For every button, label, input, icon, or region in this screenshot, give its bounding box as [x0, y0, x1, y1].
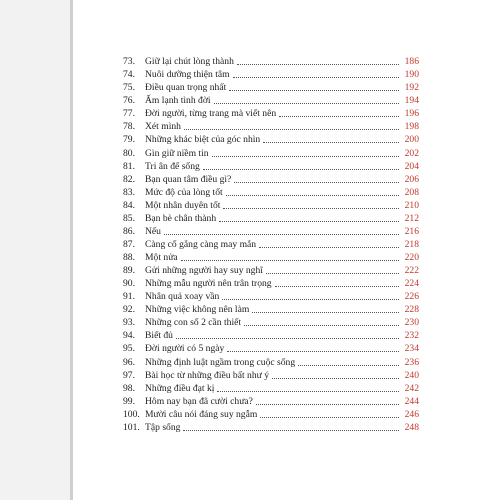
- dot-leader: [237, 64, 399, 65]
- toc-entry: [123, 251, 419, 264]
- toc-entry-title: Những việc không nên làm: [145, 304, 250, 316]
- toc-entry-page: 204: [404, 160, 419, 172]
- toc-entry-title: Gửi những người hay suy nghĩ: [145, 265, 263, 277]
- toc-entry-number: 81.: [123, 160, 135, 172]
- dot-leader: [260, 417, 399, 418]
- toc-entry-title: Những điều đạt kị: [145, 382, 215, 394]
- toc-entry: [123, 369, 419, 382]
- toc-entry-page: 230: [404, 317, 419, 329]
- toc-entry: [123, 238, 419, 251]
- toc-entry-page: 200: [404, 134, 419, 146]
- toc-entry-number: 79.: [123, 134, 135, 146]
- toc-entry-title: Biết đủ: [145, 330, 173, 342]
- table-of-contents: [123, 55, 419, 434]
- toc-entry-page: 194: [404, 95, 419, 107]
- toc-entry: [123, 107, 419, 120]
- dot-leader: [223, 208, 399, 209]
- toc-entry-number: 80.: [123, 147, 135, 159]
- toc-entry-title: Nuôi dưỡng thiện tâm: [145, 69, 230, 81]
- toc-entry-page: 210: [404, 199, 419, 211]
- toc-entry: [123, 120, 419, 133]
- toc-entry: [123, 186, 419, 199]
- toc-entry-page: 202: [404, 147, 419, 159]
- toc-entry-number: 88.: [123, 252, 135, 263]
- dot-leader: [183, 430, 399, 431]
- toc-entry-title: Điều quan trọng nhất: [145, 82, 227, 94]
- toc-entry-page: 232: [404, 330, 419, 342]
- dot-leader: [203, 169, 399, 170]
- dot-leader: [234, 182, 399, 183]
- toc-entry: [123, 408, 419, 421]
- toc-entry-page: 242: [404, 382, 419, 394]
- toc-entry: [123, 316, 419, 329]
- dot-leader: [272, 378, 399, 379]
- toc-entry-number: 95.: [123, 343, 135, 355]
- toc-entry-title: Bài học từ những điều bất như ý: [145, 369, 270, 381]
- toc-entry-page: 236: [404, 356, 419, 368]
- toc-entry: [123, 160, 419, 173]
- toc-entry: [123, 329, 419, 342]
- toc-entry-page: 234: [404, 343, 419, 355]
- toc-entry-number: 87.: [123, 238, 135, 250]
- toc-entry-title: Gìn giữ niềm tin: [145, 147, 209, 159]
- toc-entry-page: 196: [404, 108, 419, 120]
- toc-entry-page: 240: [404, 369, 419, 381]
- toc-entry-page: 212: [404, 212, 419, 224]
- toc-entry-page: 216: [404, 225, 419, 237]
- toc-entry-title: Nhân quả xoay vần: [145, 291, 220, 303]
- toc-entry-title: Ấm lạnh tình đời: [145, 95, 211, 107]
- toc-entry-number: 74.: [123, 69, 135, 81]
- toc-entry: [123, 173, 419, 186]
- dot-leader: [233, 77, 399, 78]
- toc-entry: [123, 290, 419, 303]
- toc-entry-page: 248: [404, 421, 419, 433]
- toc-entry-number: 77.: [123, 108, 135, 120]
- dot-leader: [219, 221, 399, 222]
- toc-entry: [123, 146, 419, 159]
- dot-leader: [214, 103, 399, 104]
- toc-entry-page: 208: [404, 186, 419, 198]
- toc-entry-title: Những mẫu người nên trân trọng: [145, 278, 272, 290]
- toc-entry: [123, 94, 419, 107]
- toc-entry-number: 83.: [123, 186, 135, 198]
- toc-entry-title: Nếu: [145, 225, 161, 237]
- toc-entry-page: 244: [404, 395, 419, 407]
- toc-entry-title: Đời người, từng trang mà viết nên: [145, 108, 277, 120]
- dot-leader: [256, 404, 399, 405]
- toc-entry: [123, 55, 419, 68]
- toc-entry-title: Một nhân duyên tốt: [145, 199, 221, 211]
- dot-leader: [266, 273, 399, 274]
- toc-entry-page: 192: [404, 82, 419, 94]
- toc-entry-number: 89.: [123, 265, 135, 277]
- toc-entry-title: Tri ân để sống: [145, 160, 200, 172]
- toc-entry-title: Những khác biệt của góc nhìn: [145, 134, 261, 146]
- book-page: [73, 0, 500, 500]
- toc-entry-page: 228: [404, 304, 419, 316]
- toc-entry-title: Mười câu nói đáng suy ngẫm: [145, 408, 258, 420]
- toc-entry-title: Đời người có 5 ngày: [145, 343, 225, 355]
- toc-entry-number: 86.: [123, 225, 135, 237]
- toc-entry: [123, 133, 419, 146]
- dot-leader: [275, 286, 399, 287]
- toc-entry-title: Hôm nay bạn đã cười chưa?: [145, 395, 253, 407]
- toc-entry-title: Những định luật ngầm trong cuộc sống: [145, 356, 296, 368]
- dot-leader: [217, 391, 399, 392]
- dot-leader: [263, 142, 399, 143]
- toc-entry-page: 220: [404, 252, 419, 263]
- toc-entry: [123, 212, 419, 225]
- toc-entry: [123, 421, 419, 434]
- toc-entry-page: 246: [404, 408, 419, 420]
- dot-leader: [244, 325, 399, 326]
- toc-entry: [123, 277, 419, 290]
- dot-leader: [164, 234, 399, 235]
- toc-entry-title: Những con số 2 cần thiết: [145, 317, 242, 329]
- toc-entry-number: 100.: [123, 408, 140, 420]
- toc-entry-number: 90.: [123, 278, 135, 290]
- toc-entry-page: 222: [404, 265, 419, 277]
- toc-entry: [123, 68, 419, 81]
- toc-entry-page: 198: [404, 121, 419, 133]
- toc-entry-number: 82.: [123, 173, 135, 185]
- toc-entry-page: 226: [404, 291, 419, 303]
- dot-leader: [222, 299, 399, 300]
- toc-entry-title: Càng cố gắng càng may mắn: [145, 238, 257, 250]
- dot-leader: [229, 90, 399, 91]
- toc-entry-page: 218: [404, 238, 419, 250]
- toc-entry-number: 98.: [123, 382, 135, 394]
- toc-entry: [123, 81, 419, 94]
- toc-entry-number: 101.: [123, 421, 140, 433]
- toc-entry-number: 78.: [123, 121, 135, 133]
- toc-entry-number: 92.: [123, 304, 135, 316]
- dot-leader: [212, 156, 399, 157]
- toc-entry-number: 76.: [123, 95, 135, 107]
- toc-entry-number: 75.: [123, 82, 135, 94]
- toc-entry-number: 93.: [123, 317, 135, 329]
- dot-leader: [259, 247, 399, 248]
- toc-entry-page: 224: [404, 278, 419, 290]
- toc-entry-number: 99.: [123, 395, 135, 407]
- dot-leader: [227, 351, 399, 352]
- toc-entry: [123, 199, 419, 212]
- toc-entry-title: Bạn bè chân thành: [145, 212, 217, 224]
- toc-entry: [123, 382, 419, 395]
- toc-entry-title: Bạn quan tâm điều gì?: [145, 173, 232, 185]
- toc-entry-number: 96.: [123, 356, 135, 368]
- dot-leader: [279, 116, 399, 117]
- dot-leader: [184, 129, 399, 130]
- toc-entry: [123, 225, 419, 238]
- toc-entry-page: 190: [404, 69, 419, 81]
- toc-entry: [123, 395, 419, 408]
- dot-leader: [226, 195, 399, 196]
- toc-entry-title: Tập sống: [145, 421, 181, 433]
- dot-leader: [252, 312, 399, 313]
- toc-entry-number: 94.: [123, 330, 135, 342]
- toc-entry-page: 186: [404, 56, 419, 68]
- toc-entry-number: 91.: [123, 291, 135, 303]
- toc-entry: [123, 355, 419, 368]
- toc-entry-number: 85.: [123, 212, 135, 224]
- toc-entry-page: 206: [404, 173, 419, 185]
- dot-leader: [298, 365, 399, 366]
- toc-entry-title: Mức độ của lòng tốt: [145, 186, 223, 198]
- page-gutter: [0, 0, 70, 500]
- toc-entry-title: Giữ lại chút lòng thành: [145, 56, 234, 68]
- dot-leader: [176, 338, 399, 339]
- toc-entry: [123, 264, 419, 277]
- toc-entry: [123, 303, 419, 316]
- toc-entry-number: 97.: [123, 369, 135, 381]
- toc-entry-number: 73.: [123, 56, 135, 68]
- toc-entry-number: 84.: [123, 199, 135, 211]
- dot-leader: [181, 260, 399, 261]
- toc-entry-title: Một nửa: [145, 252, 178, 263]
- toc-entry-title: Xét mình: [145, 121, 181, 133]
- toc-entry: [123, 342, 419, 355]
